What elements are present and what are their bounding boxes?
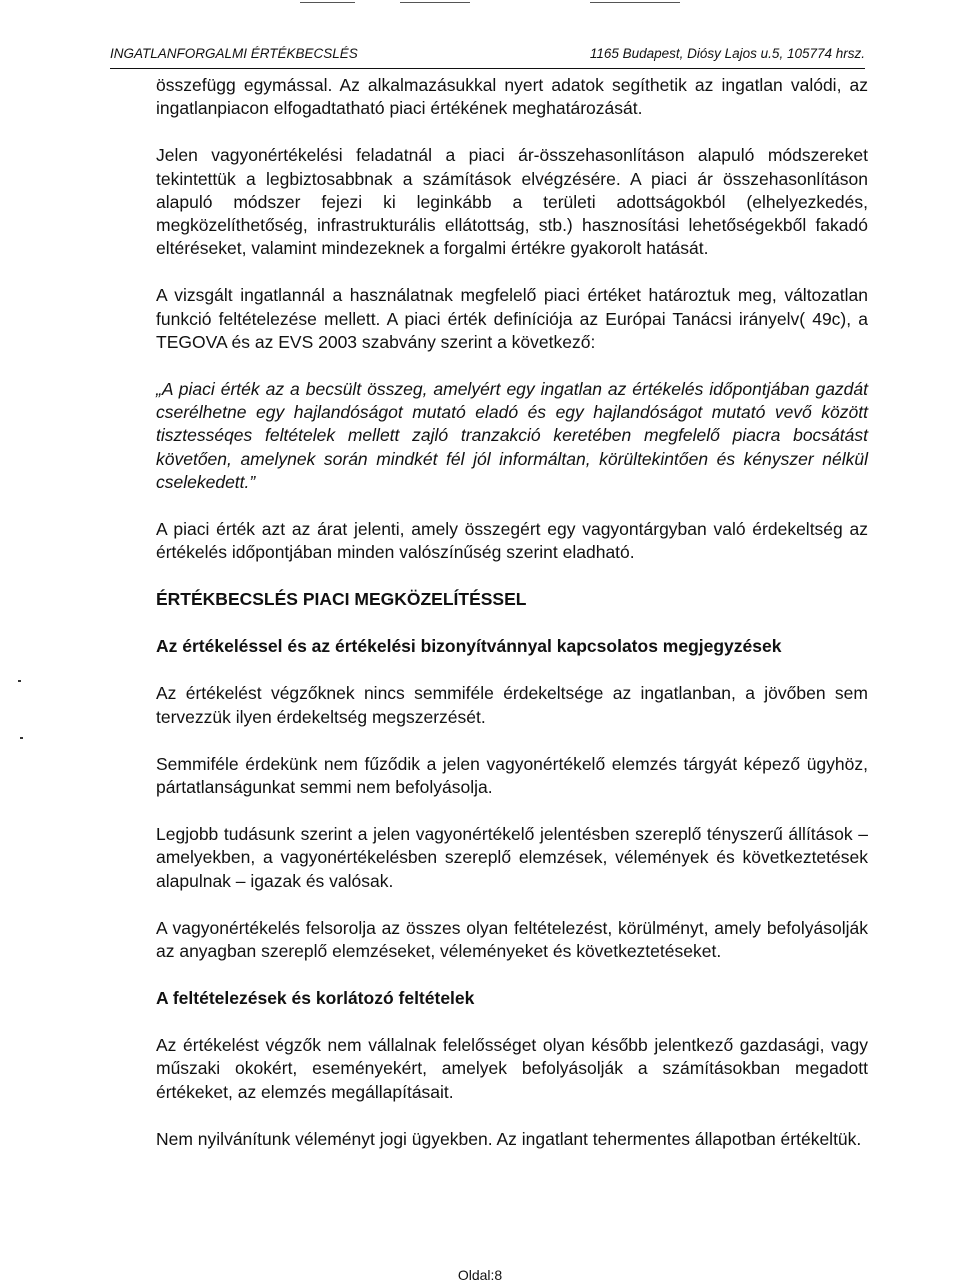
scan-speck [20, 737, 23, 739]
paragraph: Semmiféle érdekünk nem fűződik a jelen vagyonértékelő elemzés tárgyát képező ügyhöz, pártatlanságunkat semmi nem befolyásolja. [156, 753, 868, 798]
paragraph: Az értékelést végzőknek nincs semmiféle érdekeltsége az ingatlanban, a jövőben sem tervezzük ilyen érdekeltség megszerzését. [156, 683, 868, 727]
paragraph: Nem nyilvánítunk véleményt jogi ügyekben. Az ingatlant tehermentes állapotban értékeltük. [156, 1128, 862, 1149]
section-heading: ÉRTÉKBECSLÉS PIACI MEGKÖZELÍTÉSSEL [156, 589, 527, 610]
market-value-definition-quote: „A piaci érték az a becsült összeg, amelyért egy ingatlan az értékelés időpontjában gazdát cserélhetne egy hajlandóságot mutató eladó és egy hajlandóságot mutató vevő között tisztesséqes feltételek mellett zajló tranzakció keretében megfelelő piacra bocsátást követően, amelynek során mindkét fél jól informáltan, körültekintően és kényszer nélkül cselekedett.” [156, 379, 868, 492]
paragraph: A vagyonértékelés felsorolja az összes olyan feltételezést, körülményt, amely befolyásolják az anyagban szereplő elemzéseket, véleményeket és következtetéseket. [156, 917, 868, 962]
header-title: INGATLANFORGALMI ÉRTÉKBECSLÉS [110, 46, 358, 61]
page-number: Oldal:8 [457, 1267, 503, 1283]
scan-artifact-line [300, 2, 355, 3]
page-header [110, 46, 865, 69]
paragraph: Legjobb tudásunk szerint a jelen vagyonértékelő jelentésben szereplő tényszerű állítások – amelyekben, a vagyonértékelésben szereplő elemzések, vélemények és következtetések alapulnak – igazak és valósak. [156, 824, 868, 891]
scan-artifact-line [590, 2, 680, 3]
subsection-heading: A feltételezések és korlátozó feltételek [156, 988, 475, 1009]
document-body [156, 74, 868, 1175]
subsection-heading: Az értékeléssel és az értékelési bizonyítvánnyal kapcsolatos megjegyzések [156, 636, 782, 657]
scan-artifact-line [400, 2, 470, 3]
paragraph: összefügg egymással. Az alkalmazásukkal nyert adatok segíthetik az ingatlan valódi, az ingatlanpiacon elfogadtatható piaci értékének meghatározását. [156, 75, 868, 119]
header-address: 1165 Budapest, Diósy Lajos u.5, 105774 hrsz. [589, 46, 865, 61]
paragraph: Jelen vagyonértékelési feladatnál a piaci ár-összehasonlításon alapuló módszereket tekintettük a legbiztosabbnak a számítások elvégzésére. A piaci ár összehasonlításon alapuló módszer fejezi ki leginkább a területi adottságokból (elhelyezkedés, megközelíthetőség, infrastrukturális ellátottság, stb.) hasznosítási lehetőségekből fakadó eltéréseket, valamint mindezeknek a forgalmi értékre gyakorolt hatását. [156, 145, 868, 259]
scan-speck [18, 680, 21, 682]
paragraph: A piaci érték azt az árat jelenti, amely összegért egy vagyontárgyban való érdekeltség az értékelés időpontjában minden valószínűség szerint eladható. [156, 519, 868, 563]
paragraph: Az értékelést végzők nem vállalnak felelősséget olyan később jelentkező gazdasági, vagy műszaki okokért, eseményekért, amelyek befolyásolják a számításokban megadott értékeket, az elemzés megállapításait. [156, 1035, 868, 1102]
paragraph: A vizsgált ingatlannál a használatnak megfelelő piaci értéket határoztuk meg, változatlan funkció feltételezése mellett. A piaci érték definíciója az Európai Tanácsi irányelv( 49c), a TEGOVA és az EVS 2003 szabvány szerint a következő: [156, 285, 868, 352]
